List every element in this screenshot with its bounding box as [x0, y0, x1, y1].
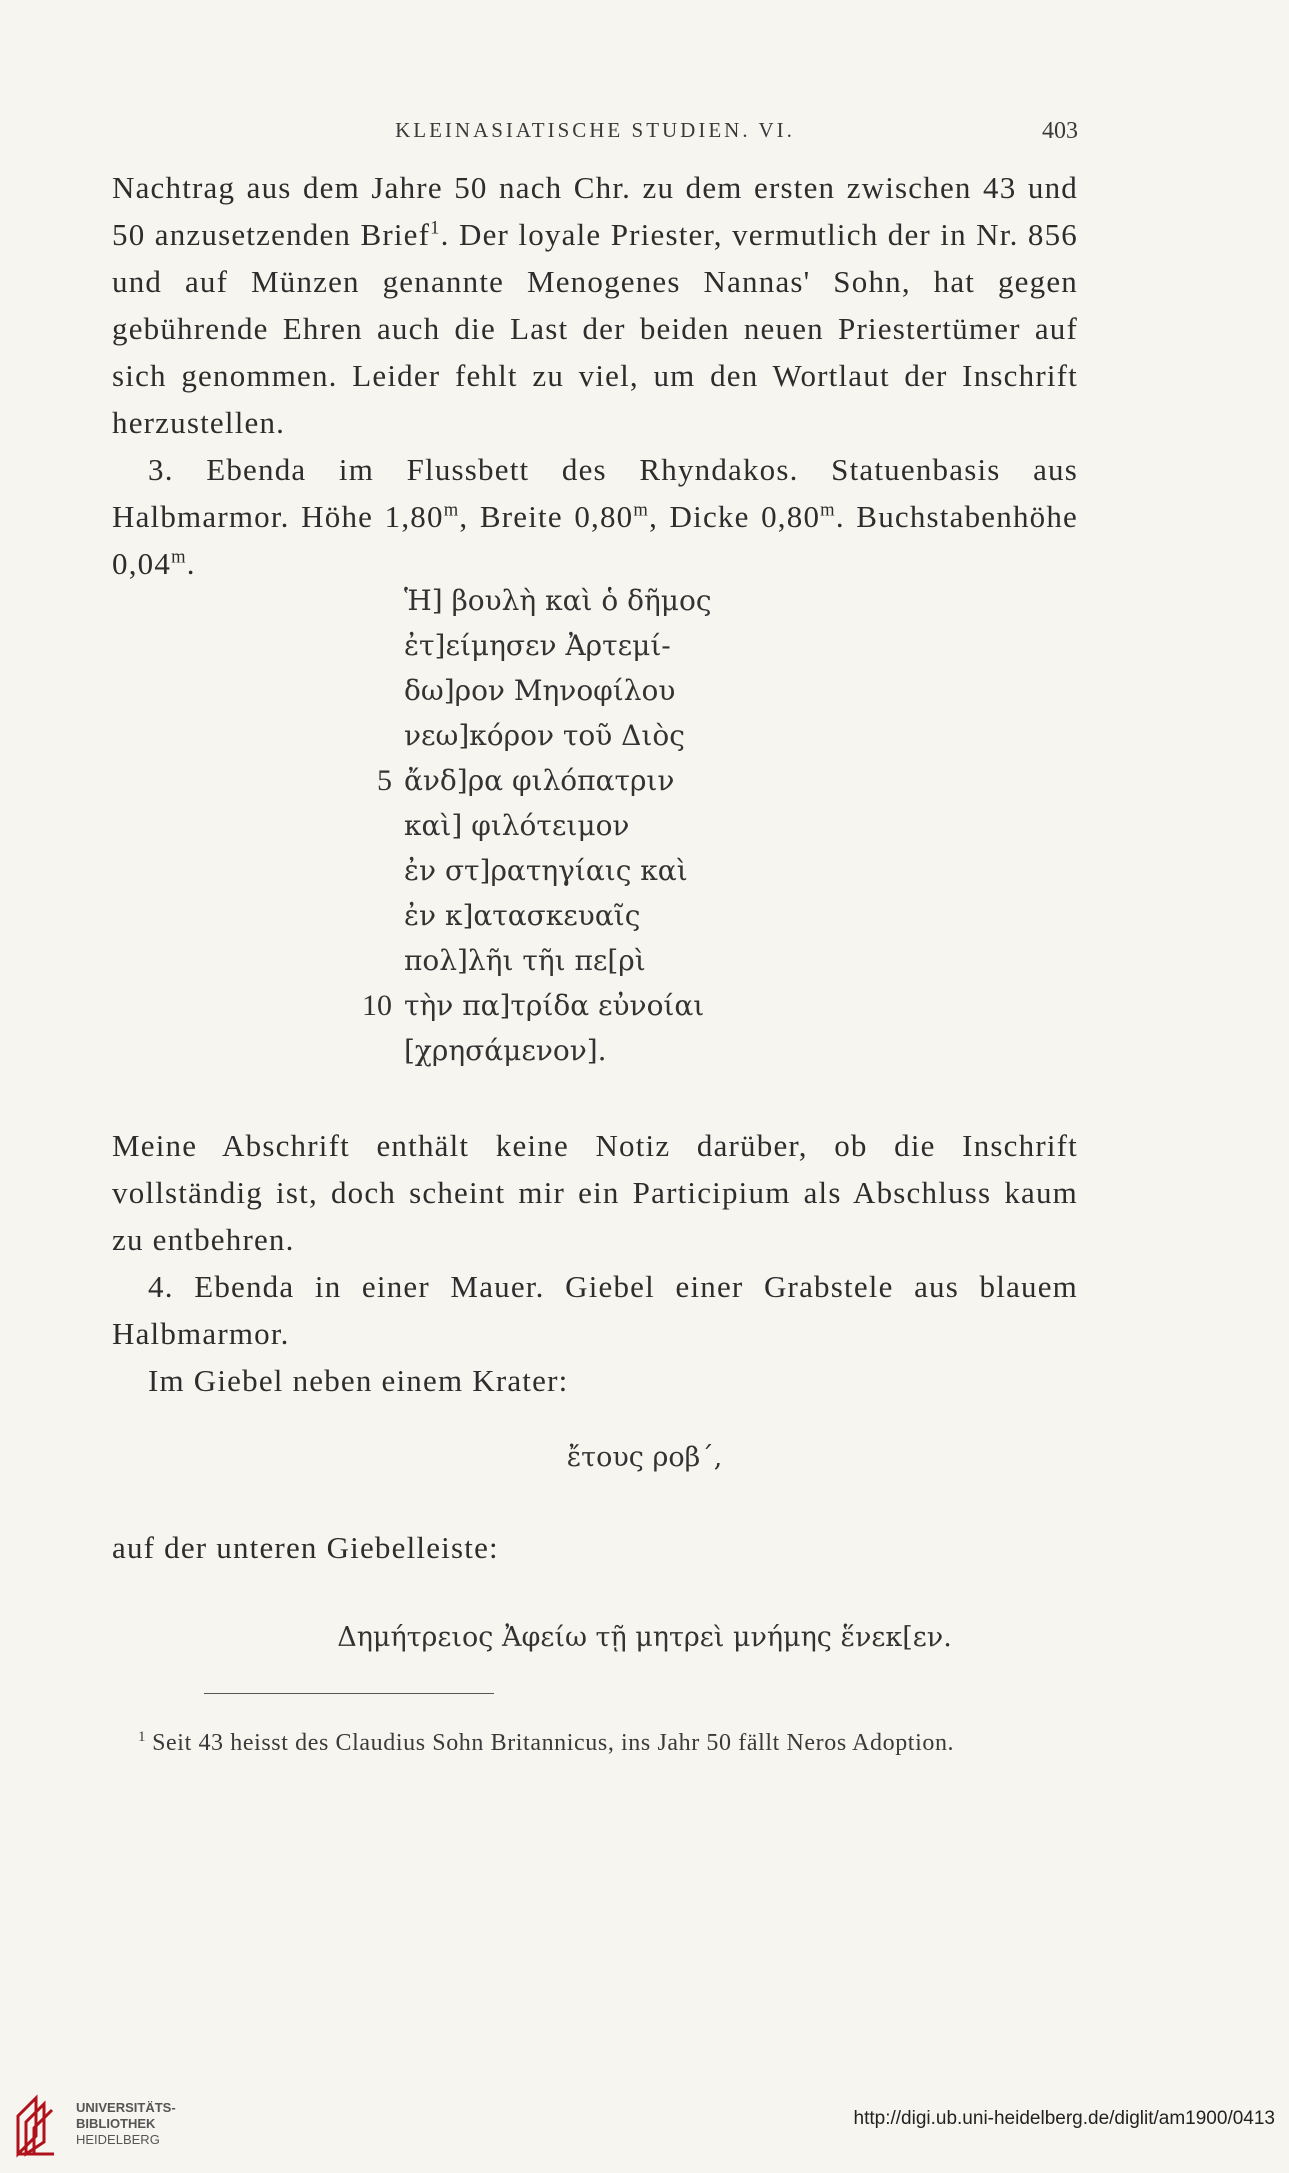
inscription-line: [370, 893, 890, 938]
para6: auf der unteren Giebelleiste:: [112, 1530, 499, 1565]
inscription-line: [370, 938, 890, 983]
unit-m: m: [820, 499, 836, 521]
item3-text: .: [186, 546, 196, 581]
paragraph-item-3: [112, 446, 1078, 587]
library-line: UNIVERSITÄTS-: [76, 2100, 176, 2115]
inscription-line: [370, 1028, 890, 1073]
inscription-text: καὶ] φιλότειμον: [404, 809, 630, 842]
item3-text: , Dicke 0,80: [649, 499, 821, 534]
item3-text: , Breite 0,80: [459, 499, 634, 534]
unit-m: m: [171, 546, 187, 568]
running-title: KLEINASIATISCHE STUDIEN. VI.: [395, 118, 795, 142]
inscription-text: Ἡ] βουλὴ καὶ ὁ δῆμος: [404, 584, 712, 617]
inscription-text: τὴν πα]τρίδα εὐνοίαι: [404, 989, 705, 1022]
paragraph-intro: [112, 164, 1078, 587]
library-logo-icon: [14, 2092, 70, 2158]
para1-text-a: Nachtrag aus dem Jahre 50 nach Chr. zu dem ersten zwischen 43 und 50 anzusetzenden Brief: [112, 170, 1078, 252]
inscription-text: ἐν κ]ατασκευαῖς: [404, 899, 641, 932]
footnote-mark: 1: [138, 1729, 147, 1745]
inscription-block: [362, 578, 890, 1073]
inscription-line: [370, 578, 890, 623]
inscription-text: ἐν στ]ρατηγίαις καὶ: [404, 854, 688, 887]
library-name: [76, 2100, 176, 2148]
inscription-text: [χρησάμενον].: [404, 1034, 607, 1067]
line-number: 10: [362, 989, 392, 1022]
inscription-text: ἐτ]είμησεν Ἀρτεμί-: [404, 629, 671, 662]
library-line: BIBLIOTHEK: [76, 2116, 156, 2131]
inscription-line: [370, 803, 890, 848]
running-head: [112, 118, 1078, 150]
inscription-line: [370, 758, 890, 803]
source-url-link[interactable]: http://digi.ub.uni-heidelberg.de/diglit/am1900/0413: [853, 2108, 1275, 2129]
inscription-line: [370, 623, 890, 668]
inscription-text: πολ]λῆι τῆι πε[ρὶ: [404, 944, 646, 977]
page-number: 403: [1042, 118, 1078, 144]
footnote: [112, 1720, 1078, 1760]
inscription-line: [362, 983, 890, 1028]
paragraph-lower-ledge: [112, 1524, 1078, 1571]
inscription-line: [370, 848, 890, 893]
line-number: 5: [377, 764, 392, 797]
greek-year-line: ἔτους ροβ΄,: [566, 1442, 723, 1473]
footnote-ref[interactable]: 1: [430, 217, 441, 239]
paragraph-item-4: 4. Ebenda in einer Mauer. Giebel einer Grabstele aus blauem Halbmarmor.: [112, 1269, 1078, 1351]
unit-m: m: [633, 499, 650, 521]
library-line: HEIDELBERG: [76, 2132, 160, 2147]
paragraph-commentary: [112, 1122, 1078, 1404]
item3-text: . Buchstabenhöhe 0,04: [112, 499, 1079, 581]
footnote-divider: [204, 1693, 494, 1694]
para3: Meine Abschrift enthält keine Notiz darüber, ob die Inschrift vollständig ist, doch scheint mir ein Participium als Abschluss kaum zu entbehren.: [112, 1128, 1078, 1257]
item3-text: 3. Ebenda im Flussbett des Rhyndakos. Statuenbasis aus Halbmarmor. Höhe 1,80: [112, 452, 1078, 534]
inscription-text: δω]ρον Μηνοφίλου: [404, 674, 676, 707]
inscription-text: ἄνδ]ρα φιλόπατριν: [404, 764, 675, 797]
inscription-line: [370, 713, 890, 758]
inscription-text: νεω]κόρον τοῦ Διὸς: [404, 719, 685, 752]
unit-m: m: [443, 499, 460, 521]
para1-text-b: . Der loyale Priester, vermutlich der in Nr. 856 und auf Münzen genannte Menogenes Nannas' Sohn, hat gegen gebührende Ehren auch die Last der beiden neuen Priestertümer auf sich genommen. Leider fehlt zu viel, um den Wortlaut der Inschrift herzustellen.: [112, 217, 1079, 440]
greek-dedication-line: Δημήτρειος Ἀφείω τῇ μητρεὶ μνήμης ἕνεκ[εν.: [337, 1622, 952, 1653]
paragraph-pediment: Im Giebel neben einem Krater:: [148, 1363, 569, 1398]
inscription-line: [370, 668, 890, 713]
footnote-text: Seit 43 heisst des Claudius Sohn Britannicus, ins Jahr 50 fällt Neros Adoption.: [152, 1730, 955, 1756]
